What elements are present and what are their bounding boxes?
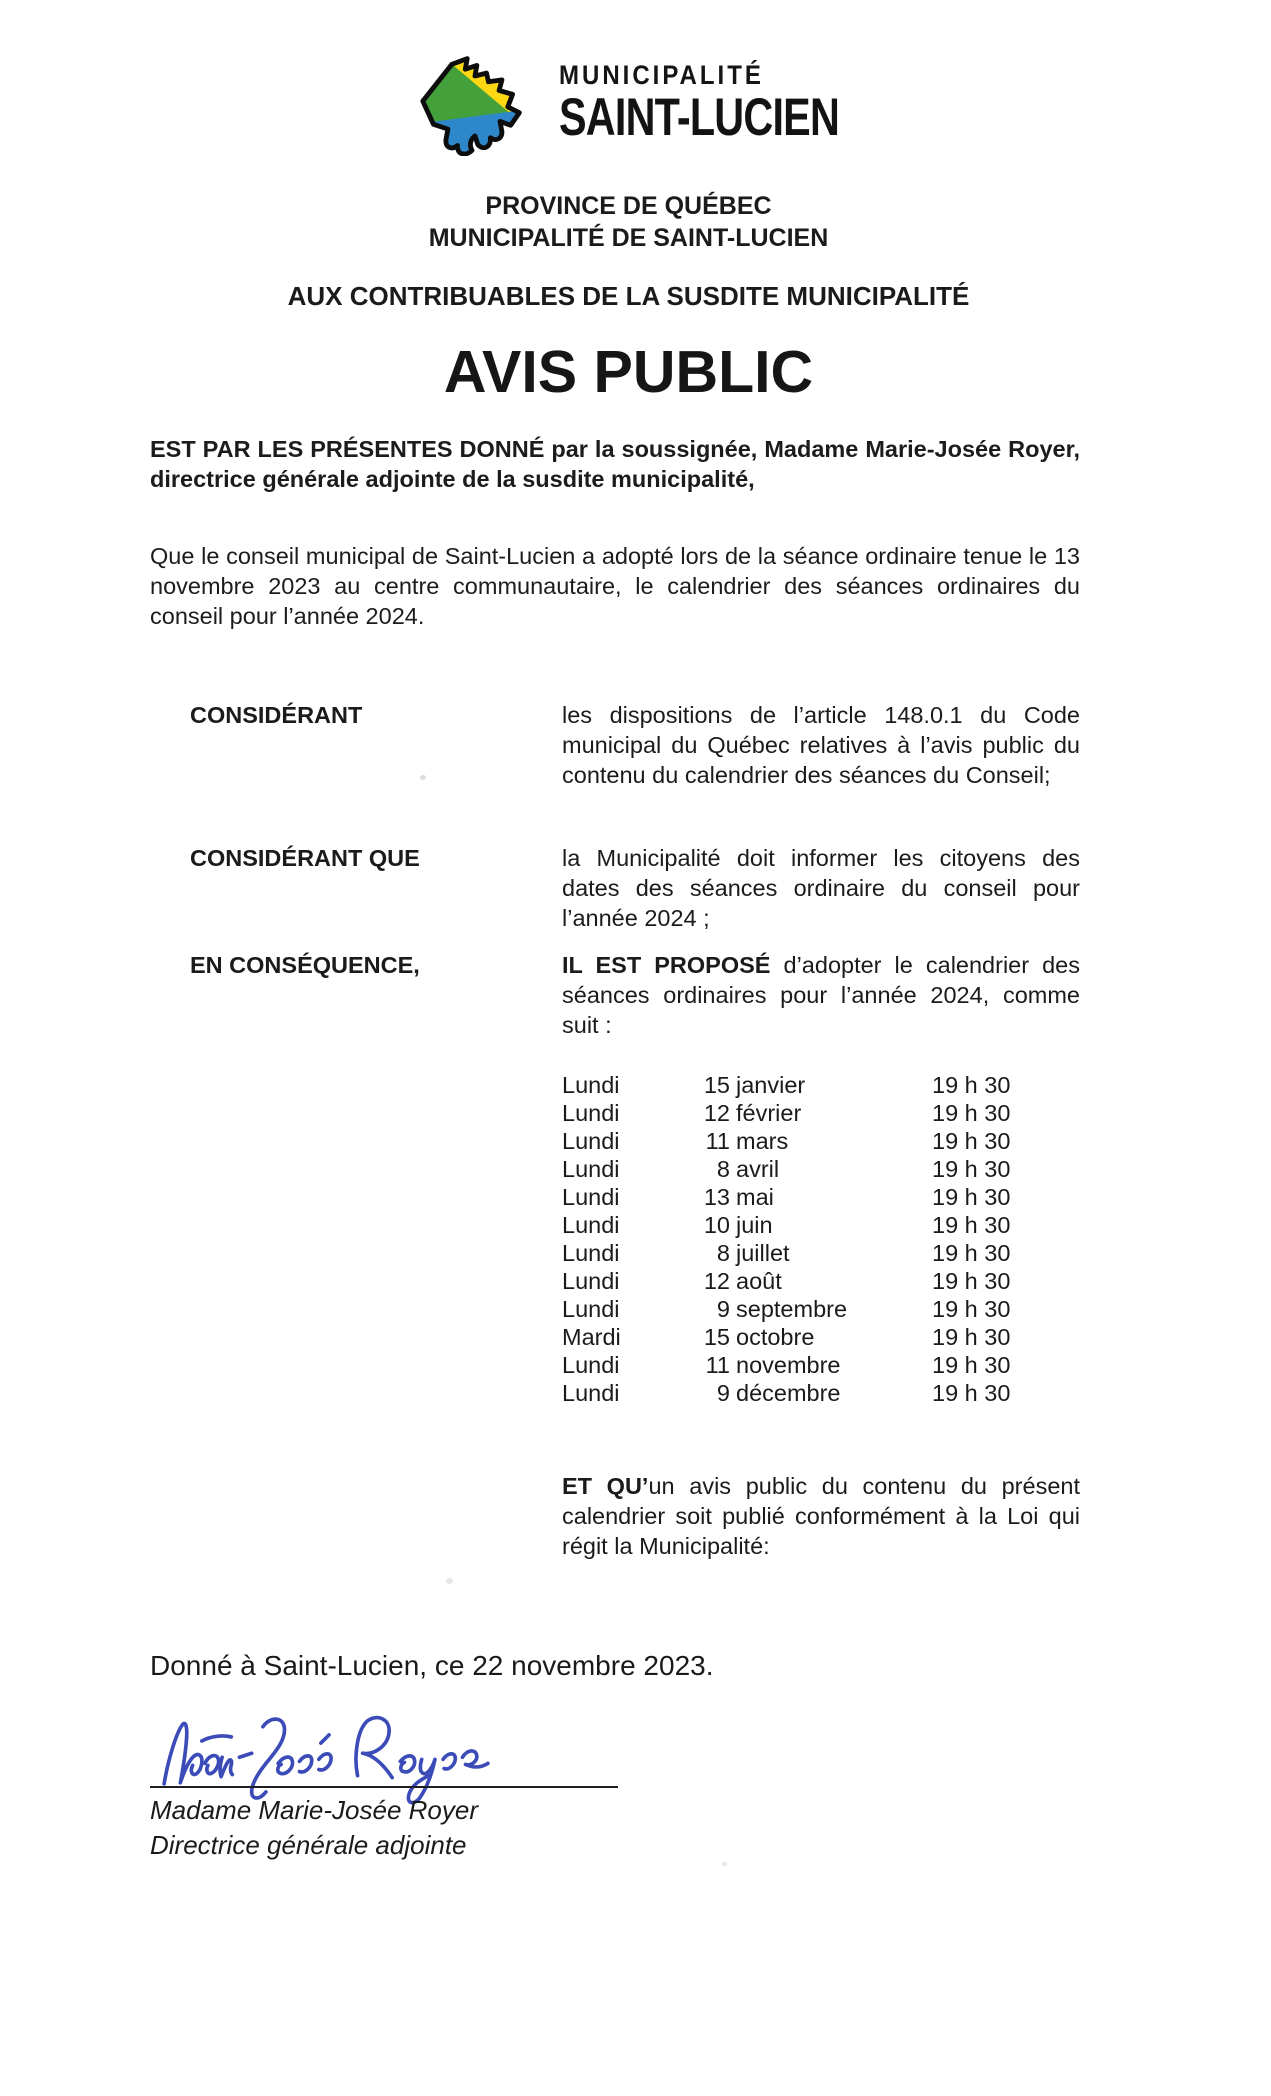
session-time: 19 h 30 xyxy=(932,1352,1011,1378)
session-month: mai xyxy=(736,1184,774,1210)
clause-label: EN CONSÉQUENCE, xyxy=(190,952,420,978)
table-row xyxy=(562,1295,1122,1323)
session-time: 19 h 30 xyxy=(932,1296,1011,1322)
signature-line xyxy=(150,1786,618,1788)
session-month: avril xyxy=(736,1156,780,1182)
session-month: janvier xyxy=(736,1072,806,1098)
session-month: juin xyxy=(736,1212,773,1238)
session-time: 19 h 30 xyxy=(932,1128,1011,1154)
session-month: décembre xyxy=(736,1380,841,1406)
session-date-number: 10 xyxy=(703,1212,730,1238)
session-date-number: 12 xyxy=(703,1268,730,1294)
session-month: octobre xyxy=(736,1324,815,1350)
session-date-number: 13 xyxy=(703,1184,730,1210)
logo-brand-bottom: SAINT-LUCIEN xyxy=(559,88,840,147)
addressee-line: AUX CONTRIBUABLES DE LA SUSDITE MUNICIPALITÉ xyxy=(287,281,970,311)
session-month: mars xyxy=(736,1128,789,1154)
signatory-title: Directrice générale adjointe xyxy=(150,1830,467,1860)
sessions-schedule-table xyxy=(562,1071,1122,1407)
table-row xyxy=(562,1099,1122,1127)
table-row xyxy=(562,1155,1122,1183)
session-day: Lundi xyxy=(562,1072,620,1098)
session-month: septembre xyxy=(736,1296,848,1322)
session-date-number: 12 xyxy=(703,1100,730,1126)
session-date-number: 11 xyxy=(705,1128,730,1154)
session-time: 19 h 30 xyxy=(932,1268,1011,1294)
clause-body: les dispositions de l’article 148.0.1 du Code municipal du Québec relatives à l’avis public du contenu du calendrier des séances du Conseil; xyxy=(562,702,1080,788)
session-month: juillet xyxy=(736,1240,790,1266)
session-day: Lundi xyxy=(562,1156,620,1182)
page-title: AVIS PUBLIC xyxy=(443,339,814,405)
municipality-line: MUNICIPALITÉ DE SAINT-LUCIEN xyxy=(428,224,829,252)
session-day: Mardi xyxy=(562,1324,621,1350)
table-row xyxy=(562,1127,1122,1155)
session-time: 19 h 30 xyxy=(932,1184,1011,1210)
session-date-number: 8 xyxy=(716,1240,730,1266)
table-row xyxy=(562,1183,1122,1211)
clause-body: la Municipalité doit informer les citoyens des dates des séances ordinaire du conseil pour l’année 2024 ; xyxy=(562,845,1080,931)
signatory-name: Madame Marie-Josée Royer xyxy=(150,1795,479,1825)
session-time: 19 h 30 xyxy=(932,1324,1011,1350)
session-month: février xyxy=(736,1100,802,1126)
session-month: novembre xyxy=(736,1352,841,1378)
session-day: Lundi xyxy=(562,1240,620,1266)
session-day: Lundi xyxy=(562,1212,620,1238)
table-row xyxy=(562,1239,1122,1267)
intro-paragraph-1: EST PAR LES PRÉSENTES DONNÉ par la soussignée, Madame Marie-Josée Royer, directrice générale adjointe de la susdite municipalité, xyxy=(150,436,1080,492)
session-date-number: 9 xyxy=(716,1296,730,1322)
session-day: Lundi xyxy=(562,1380,620,1406)
table-row xyxy=(562,1379,1122,1407)
municipality-map-icon xyxy=(417,52,529,156)
session-day: Lundi xyxy=(562,1352,620,1378)
session-date-number: 11 xyxy=(705,1352,730,1378)
clause-body: IL EST PROPOSÉ d’adopter le calendrier des séances ordinaires pour l’année 2024, comme suit : xyxy=(562,952,1080,1038)
session-time: 19 h 30 xyxy=(932,1212,1011,1238)
municipality-logo xyxy=(0,52,1271,156)
dateline: Donné à Saint-Lucien, ce 22 novembre 2023. xyxy=(150,1650,714,1681)
session-time: 19 h 30 xyxy=(932,1072,1011,1098)
table-row xyxy=(562,1351,1122,1379)
closing-paragraph: ET QU’un avis public du contenu du présent calendrier soit publié conformément à la Loi qui régit la Municipalité: xyxy=(562,1473,1080,1559)
scan-speck xyxy=(722,1862,727,1866)
session-day: Lundi xyxy=(562,1184,620,1210)
session-time: 19 h 30 xyxy=(932,1100,1011,1126)
session-time: 19 h 30 xyxy=(932,1380,1011,1406)
logo-wordmark xyxy=(559,62,854,146)
table-row xyxy=(562,1071,1122,1099)
table-row xyxy=(562,1267,1122,1295)
session-date-number: 9 xyxy=(716,1380,730,1406)
logo-brand-top: MUNICIPALITÉ xyxy=(559,60,764,91)
session-time: 19 h 30 xyxy=(932,1156,1011,1182)
session-day: Lundi xyxy=(562,1100,620,1126)
clause-label: CONSIDÉRANT xyxy=(190,702,363,728)
clause-en-consequence xyxy=(190,950,1080,1040)
session-day: Lundi xyxy=(562,1296,620,1322)
intro-paragraph-2: Que le conseil municipal de Saint-Lucien a adopté lors de la séance ordinaire tenue le 13 novembre 2023 au centre communautaire, le calendrier des séances ordinaires du conseil pour l’année 2024. xyxy=(150,543,1080,629)
session-date-number: 8 xyxy=(716,1156,730,1182)
clause-considerant xyxy=(190,700,1080,790)
session-date-number: 15 xyxy=(703,1324,730,1350)
session-day: Lundi xyxy=(562,1128,620,1154)
scan-speck xyxy=(420,775,426,780)
session-date-number: 15 xyxy=(703,1072,730,1098)
jurisdiction-header xyxy=(0,190,1257,254)
table-row xyxy=(562,1211,1122,1239)
clause-label: CONSIDÉRANT QUE xyxy=(190,845,420,871)
table-row xyxy=(562,1323,1122,1351)
session-month: août xyxy=(736,1268,782,1294)
province-line: PROVINCE DE QUÉBEC xyxy=(485,192,772,220)
session-day: Lundi xyxy=(562,1268,620,1294)
session-time: 19 h 30 xyxy=(932,1240,1011,1266)
scan-speck xyxy=(446,1578,453,1584)
clause-considerant-que xyxy=(190,843,1080,933)
